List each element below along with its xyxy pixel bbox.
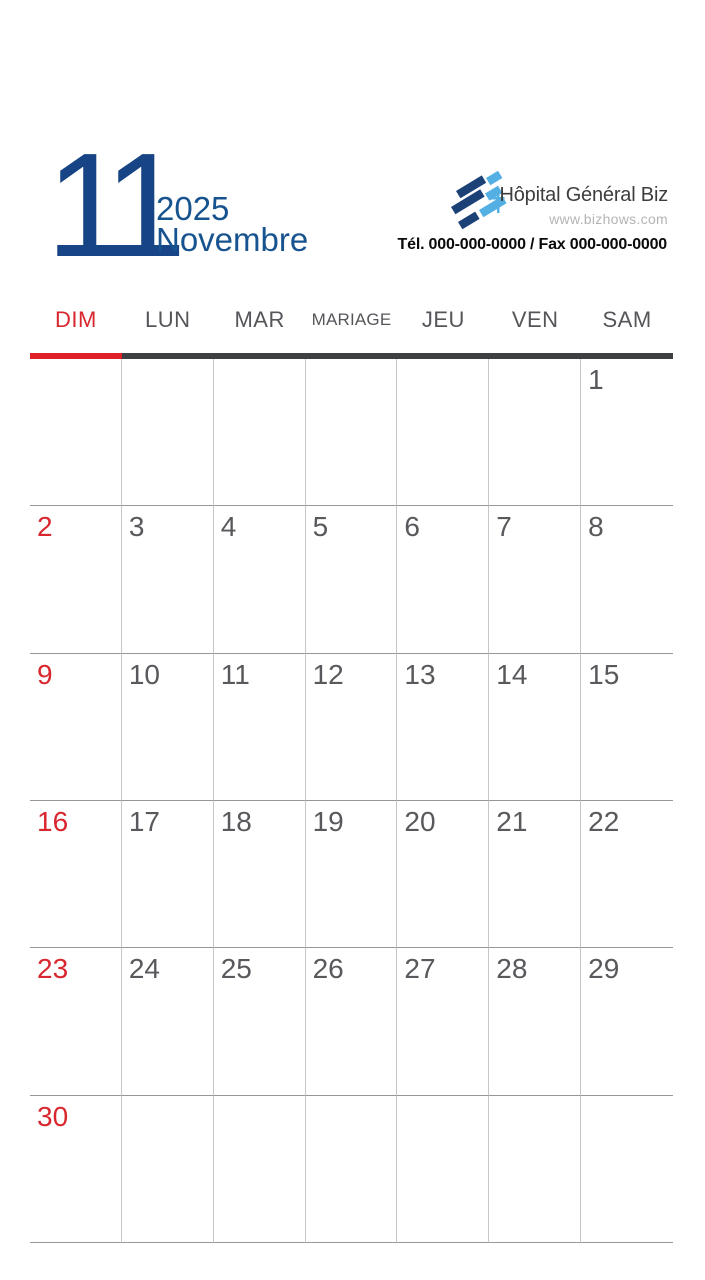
calendar-cell-empty bbox=[214, 1096, 306, 1243]
date-number: 6 bbox=[404, 511, 420, 543]
day-header-sam: SAM bbox=[602, 307, 652, 332]
calendar-cell-19 bbox=[306, 801, 398, 948]
date-number: 20 bbox=[404, 805, 436, 837]
calendar-cell-13 bbox=[397, 654, 489, 801]
day-header-mar: MAR bbox=[234, 307, 285, 332]
calendar-cell-7 bbox=[489, 506, 581, 653]
date-number: 11 bbox=[220, 658, 250, 690]
year-label: 2025 bbox=[156, 190, 230, 227]
date-number: 9 bbox=[37, 658, 53, 690]
calendar-cell-17 bbox=[122, 801, 214, 948]
calendar-grid bbox=[30, 359, 673, 1243]
calendar-cell-empty bbox=[214, 359, 306, 506]
calendar-cell-1 bbox=[581, 359, 673, 506]
date-number: 10 bbox=[128, 658, 160, 690]
calendar-cell-empty bbox=[489, 359, 581, 506]
calendar-cell-22 bbox=[581, 801, 673, 948]
calendar-cell-16 bbox=[30, 801, 122, 948]
calendar-cell-28 bbox=[489, 948, 581, 1095]
date-number: 1 bbox=[588, 364, 604, 395]
calendar-cell-8 bbox=[581, 506, 673, 653]
calendar-cell-15 bbox=[581, 654, 673, 801]
date-number: 30 bbox=[37, 1100, 69, 1132]
date-number: 23 bbox=[37, 953, 69, 985]
calendar-cell-25 bbox=[214, 948, 306, 1095]
date-number: 19 bbox=[312, 805, 344, 837]
calendar-cell-24 bbox=[122, 948, 214, 1095]
month-name-label: Novembre bbox=[156, 221, 309, 258]
calendar-cell-3 bbox=[122, 506, 214, 653]
calendar-cell-14 bbox=[489, 654, 581, 801]
date-number: 17 bbox=[128, 805, 160, 837]
date-number: 16 bbox=[37, 805, 69, 837]
date-number: 22 bbox=[588, 805, 620, 837]
calendar-cell-empty bbox=[306, 1096, 398, 1243]
day-header-dim: DIM bbox=[55, 307, 97, 332]
calendar-cell-30 bbox=[30, 1096, 122, 1243]
calendar-cell-10 bbox=[122, 654, 214, 801]
website-url: www.bizhows.com bbox=[549, 211, 668, 227]
calendar-cell-5 bbox=[306, 506, 398, 653]
date-number: 12 bbox=[312, 658, 344, 690]
date-number: 29 bbox=[588, 953, 620, 985]
day-header-ven: VEN bbox=[511, 307, 559, 332]
date-number: 3 bbox=[128, 511, 145, 543]
date-number: 13 bbox=[404, 658, 436, 690]
date-number: 24 bbox=[128, 953, 160, 985]
calendar-cell-20 bbox=[397, 801, 489, 948]
date-number: 27 bbox=[404, 953, 436, 985]
calendar-cell-2 bbox=[30, 506, 122, 653]
calendar-cell-18 bbox=[214, 801, 306, 948]
calendar-cell-12 bbox=[306, 654, 398, 801]
calendar-cell-empty bbox=[122, 1096, 214, 1243]
year-month-block bbox=[156, 190, 309, 258]
calendar-cell-empty bbox=[581, 1096, 673, 1243]
calendar-cell-empty bbox=[122, 359, 214, 506]
date-number: 2 bbox=[37, 511, 53, 543]
date-number: 7 bbox=[496, 511, 512, 543]
calendar-cell-6 bbox=[397, 506, 489, 653]
org-name: Hôpital Général Biz bbox=[499, 184, 668, 206]
date-number: 14 bbox=[496, 658, 528, 690]
calendar-cell-11 bbox=[214, 654, 306, 801]
date-number: 18 bbox=[220, 805, 252, 837]
calendar-cell-26 bbox=[306, 948, 398, 1095]
calendar-cell-27 bbox=[397, 948, 489, 1095]
date-number: 8 bbox=[588, 511, 604, 543]
calendar-cell-empty bbox=[489, 1096, 581, 1243]
day-header-mariage: MARIAGE bbox=[311, 310, 392, 329]
calendar-cell-empty bbox=[30, 359, 122, 506]
calendar-cell-empty bbox=[306, 359, 398, 506]
calendar-cell-4 bbox=[214, 506, 306, 653]
contact-info: Tél. 000-000-0000 / Fax 000-000-0000 bbox=[397, 236, 667, 253]
date-number: 25 bbox=[220, 953, 252, 985]
date-number: 26 bbox=[312, 953, 344, 985]
day-header-jeu: JEU bbox=[421, 307, 465, 332]
calendar-cell-23 bbox=[30, 948, 122, 1095]
day-header-row bbox=[30, 300, 673, 340]
date-number: 28 bbox=[496, 953, 528, 985]
day-header-lun: LUN bbox=[145, 307, 191, 332]
calendar-cell-9 bbox=[30, 654, 122, 801]
date-number: 21 bbox=[496, 805, 528, 837]
date-number: 5 bbox=[312, 511, 329, 543]
calendar-cell-29 bbox=[581, 948, 673, 1095]
date-number: 4 bbox=[220, 511, 237, 543]
date-number: 15 bbox=[588, 658, 620, 690]
calendar-cell-empty bbox=[397, 1096, 489, 1243]
calendar-cell-empty bbox=[397, 359, 489, 506]
month-number: 11 bbox=[46, 123, 173, 288]
calendar-cell-21 bbox=[489, 801, 581, 948]
